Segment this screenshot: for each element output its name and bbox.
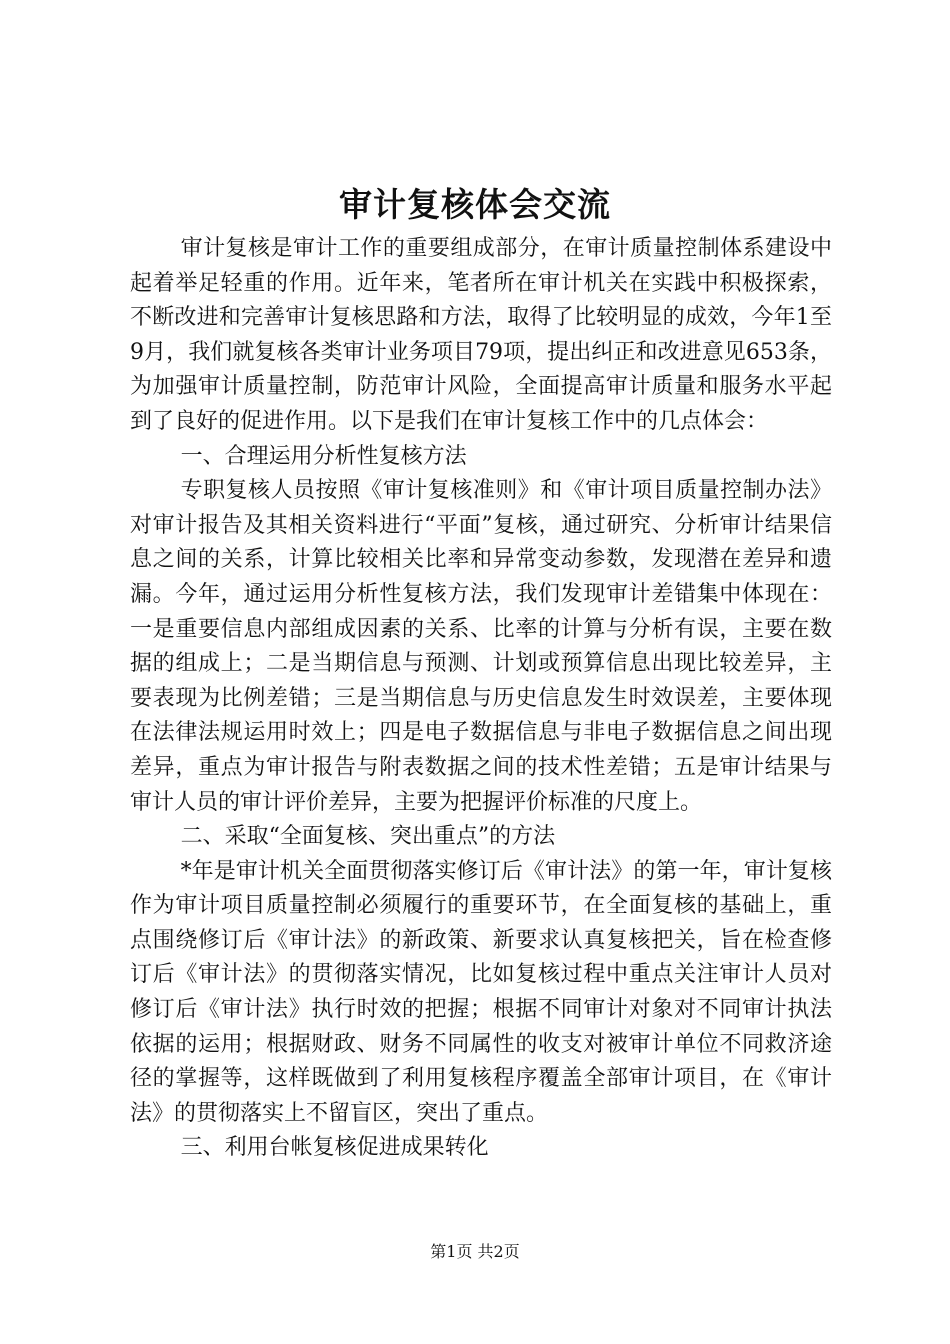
document-title: 审计复核体会交流 bbox=[339, 185, 611, 224]
section-heading-3: 三、利用台帐复核促进成果转化 bbox=[180, 1135, 489, 1161]
document-body bbox=[130, 232, 832, 1166]
intro-paragraph: 审计复核是审计工作的重要组成部分，在审计质量控制体系建设中起着举足轻重的作用。近年来，笔者所在审计机关在实践中积极探索，不断改进和完善审计复核思路和方法，取得了比较明显的成效，今年1至9月，我们就复核各类审计业务项目79项，提出纠正和改进意见653条，为加强审计质量控制，防范审计风险，全面提高审计质量和服务水平起到了良好的促进作用。以下是我们在审计复核工作中的几点体会： bbox=[130, 236, 832, 434]
page-number-footer: 第1页 共2页 bbox=[430, 1242, 520, 1261]
section-heading-2: 二、采取“全面复核、突出重点”的方法 bbox=[180, 824, 556, 850]
section-2-paragraph: *年是审计机关全面贯彻落实修订后《审计法》的第一年，审计复核作为审计项目质量控制必须履行的重要环节，在全面复核的基础上，重点围绕修订后《审计法》的新政策、新要求认真复核把关，旨在检查修订后《审计法》的贯彻落实情况，比如复核过程中重点关注审计人员对修订后《审计法》执行时效的把握；根据不同审计对象对不同审计执法依据的运用；根据财政、财务不同属性的收支对被审计单位不同救济途径的掌握等，这样既做到了利用复核程序覆盖全部审计项目，在《审计法》的贯彻落实上不留盲区，突出了重点。 bbox=[130, 858, 832, 1126]
section-1-paragraph: 专职复核人员按照《审计复核准则》和《审计项目质量控制办法》对审计报告及其相关资料进行“平面”复核，通过研究、分析审计结果信息之间的关系，计算比较相关比率和异常变动参数，发现潜在差异和遗漏。今年，通过运用分析性复核方法，我们发现审计差错集中体现在：一是重要信息内部组成因素的关系、比率的计算与分析有误，主要在数据的组成上；二是当期信息与预测、计划或预算信息出现比较差异，主要表现为比例差错；三是当期信息与历史信息发生时效误差，主要体现在法律法规运用时效上；四是电子数据信息与非电子数据信息之间出现差异，重点为审计报告与附表数据之间的技术性差错；五是审计结果与审计人员的审计评价差异，主要为把握评价标准的尺度上。 bbox=[130, 478, 832, 815]
section-heading-1: 一、合理运用分析性复核方法 bbox=[180, 443, 467, 469]
